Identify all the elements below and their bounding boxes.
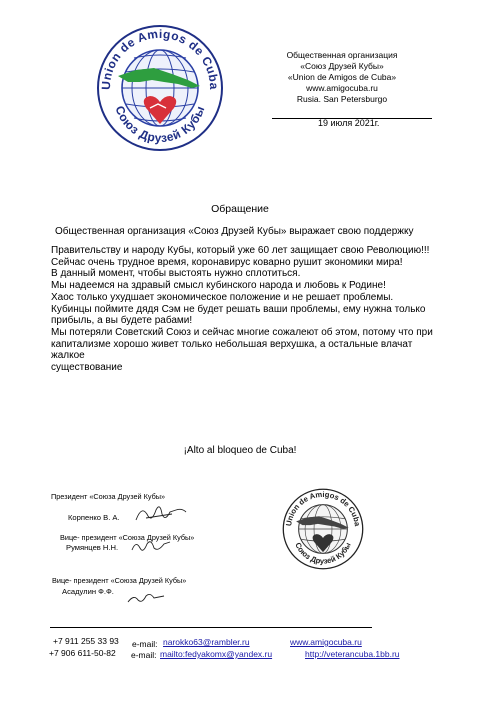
letter-intro: Общественная организация «Союз Друзей Кубы» выражает свою поддержку <box>55 226 414 237</box>
letter-line: Мы потеряли Советский Союз и сейчас многие сожалеют об этом, потому что при <box>51 326 433 338</box>
footer-divider <box>50 627 372 628</box>
site-link-2[interactable]: http://veterancuba.1bb.ru <box>305 649 400 659</box>
letter-line: Мы надеемся на здравый смысл кубинского народа и любовь к Родине! <box>51 280 386 292</box>
president-signature <box>132 500 188 526</box>
letter-line: В данный момент, чтобы выстоять нужно сплотиться. <box>51 268 301 280</box>
vice1-name: Румянцев Н.Н. <box>66 543 119 552</box>
letter-line: Правительству и народу Кубы, который уже 60 лет защищает свою Революцию!!! <box>51 245 430 256</box>
letter-line: Хаос только ухудшает экономическое положение и не решает проблемы. <box>51 291 394 303</box>
email-link-2[interactable]: mailto:fedyakomx@yandex.ru <box>160 649 273 659</box>
letter-date: 19 июля 2021г. <box>318 118 380 128</box>
vice2-name: Асадулин Ф.Ф. <box>62 587 114 596</box>
letter-line: прибыль, а вы будете рабами! <box>51 315 193 327</box>
phone-1: +7 911 255 33 93 <box>53 636 119 646</box>
email-label-1: e-mail: <box>132 639 158 649</box>
stamp-ring-top: Union de Amigos de Cuba <box>284 489 362 527</box>
stamp-ring-bottom: Союз Друзей Кубы <box>293 541 353 566</box>
letter-body <box>51 245 436 374</box>
union-logo <box>96 24 224 152</box>
org-name-ru: «Союз Друзей Кубы» <box>300 61 384 71</box>
union-stamp <box>282 488 364 570</box>
email-label-2: e-mail: <box>131 650 157 660</box>
letter-title: Обращение <box>211 203 269 215</box>
vice2-role: Вице- президент «Союза Друзей Кубы» <box>52 576 187 585</box>
letter-line: Сейчас очень трудное время, коронавирус коварно рушит экономики мира! <box>51 256 403 268</box>
logo-ring-bottom: Союз Друзей Кубы <box>112 103 208 146</box>
letter-line: существование <box>51 362 123 374</box>
vice1-role: Вице- президент «Союза Друзей Кубы» <box>60 533 195 542</box>
president-role: Президент «Союза Друзей Кубы» <box>51 492 166 501</box>
org-name-es: «Union de Amigos de Cuba» <box>287 72 397 82</box>
vice2-signature <box>124 588 168 606</box>
logo-ring-top: Union de Amigos de Cuba <box>98 26 222 91</box>
letter-line: капитализме хорошо живет только небольшая верхушка, а остальные влачат жалкое <box>51 338 413 362</box>
org-header <box>250 50 434 105</box>
phone-2: +7 906 611-50-82 <box>49 648 116 658</box>
org-site: www.amigocuba.ru <box>306 83 378 93</box>
letter-line: Кубинцы поймите дядя Сэм не будет решать ваши проблемы, ему нужна только <box>51 303 426 315</box>
org-location: Rusia. San Petersburgo <box>296 94 388 104</box>
president-name: Корпенко В. А. <box>68 513 120 522</box>
email-link-1[interactable]: narokko63@rambler.ru <box>163 637 250 647</box>
slogan: ¡Alto al bloqueo de Cuba! <box>183 445 297 456</box>
vice1-signature <box>128 536 172 556</box>
site-link-1[interactable]: www.amigocuba.ru <box>290 637 362 647</box>
org-line: Общественная организация <box>286 50 398 60</box>
